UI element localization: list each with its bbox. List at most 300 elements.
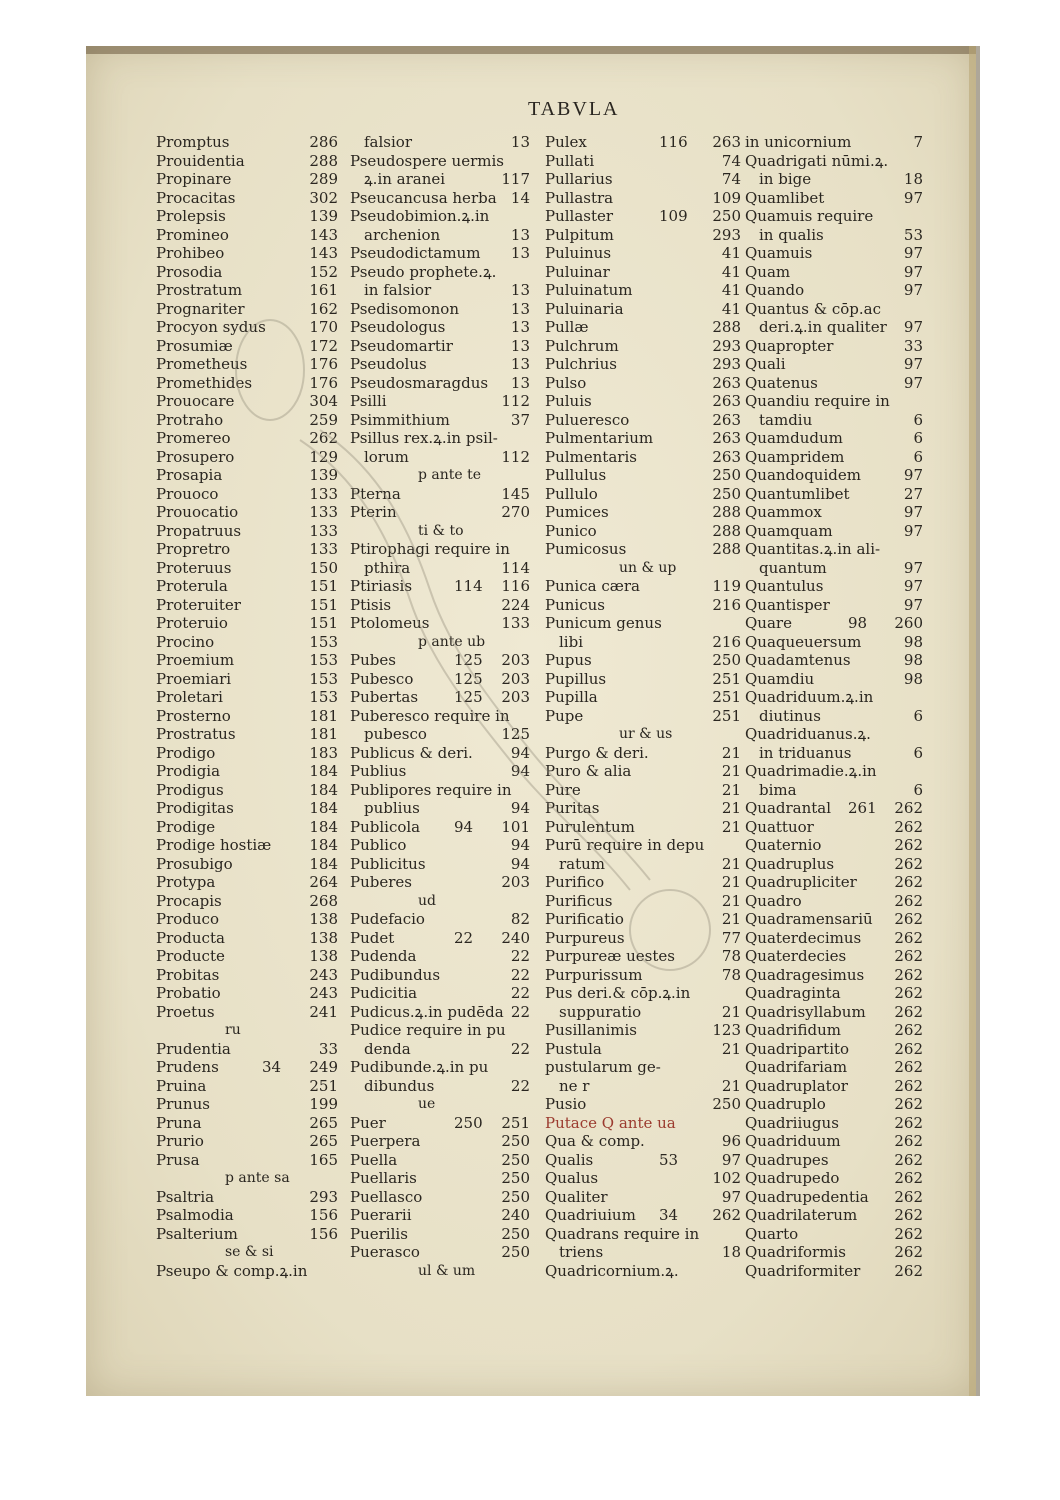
entry-text: Quadrilaterum xyxy=(745,1206,858,1224)
entry-page-number: 262 xyxy=(894,799,923,817)
index-entry xyxy=(156,966,338,985)
index-entry xyxy=(545,133,741,152)
index-entry xyxy=(156,1003,338,1022)
index-entry xyxy=(545,818,741,837)
index-entry xyxy=(156,855,338,874)
entry-text: Prostratus xyxy=(156,725,236,743)
entry-text: Quammox xyxy=(745,503,822,521)
entry-page-number: 251 xyxy=(309,1076,338,1095)
index-entry xyxy=(156,1206,338,1225)
index-entry xyxy=(350,429,530,448)
entry-text: ratum xyxy=(559,854,606,873)
entry-page-number: 262 xyxy=(309,429,338,447)
entry-text: Pudibunde.ꝝ.in pu xyxy=(350,1058,489,1076)
entry-page-number: 203 xyxy=(501,651,530,669)
entry-text: Quantumlibet xyxy=(745,484,850,503)
entry-text: Purpureæ uestes xyxy=(545,947,675,965)
entry-text: Puerarii xyxy=(350,1206,412,1224)
entry-text: ru xyxy=(225,1022,241,1038)
entry-text: Pumicosus xyxy=(545,540,627,558)
entry-page-number: 203 xyxy=(501,688,530,706)
entry-text: Punica cæra xyxy=(545,577,640,595)
entry-page-number: 21 xyxy=(721,780,741,799)
index-entry xyxy=(745,226,923,245)
entry-page-number: 262 xyxy=(894,1076,923,1095)
entry-text: Proteruus xyxy=(156,558,232,577)
entry-page-number: 97 xyxy=(903,595,923,614)
index-entry xyxy=(545,762,741,781)
index-entry xyxy=(156,577,338,596)
entry-text: Quadripartito xyxy=(745,1039,850,1058)
entry-text: Propinare xyxy=(156,170,232,188)
index-entry xyxy=(350,244,530,263)
entry-text: Qualiter xyxy=(545,1187,608,1206)
entry-page-number: 262 xyxy=(894,1206,923,1224)
entry-page-number: 33 xyxy=(903,336,923,355)
entry-page-number: 139 xyxy=(309,466,338,484)
entry-page-number: 97 xyxy=(903,244,923,262)
entry-page-number: 138 xyxy=(309,910,338,928)
entry-text: Prosubigo xyxy=(156,854,233,873)
entry-page-number: 22 xyxy=(510,984,530,1002)
index-entry xyxy=(545,374,741,393)
index-entry xyxy=(545,1151,741,1170)
entry-page-number: 184 xyxy=(309,854,338,873)
entry-page-number: 77 xyxy=(721,928,741,947)
index-entry xyxy=(156,337,338,356)
entry-page-number: 251 xyxy=(712,706,741,725)
entry-page-number: 139 xyxy=(309,207,338,225)
entry-page-number: 250 xyxy=(501,1243,530,1261)
index-entry xyxy=(350,374,530,393)
index-entry xyxy=(156,281,338,300)
entry-page-number: 97 xyxy=(721,1187,741,1206)
index-entry xyxy=(745,799,923,818)
entry-page-number: 21 xyxy=(721,1076,741,1095)
section-heading xyxy=(156,1021,338,1040)
entry-page-number: 262 xyxy=(894,1261,923,1280)
entry-page-number: 138 xyxy=(309,928,338,947)
entry-page-number: 262 xyxy=(894,984,923,1002)
entry-page-number: 41 xyxy=(721,299,741,318)
index-entry xyxy=(545,429,741,448)
section-heading xyxy=(350,892,530,911)
index-entry xyxy=(745,892,923,911)
index-entry xyxy=(156,170,338,189)
entry-page-number: 262 xyxy=(712,1206,741,1224)
entry-text: Quadricornium.ꝝ. xyxy=(545,1261,679,1280)
index-entry xyxy=(545,744,741,763)
entry-page-number: 27 xyxy=(903,484,923,503)
entry-text: Prodigo xyxy=(156,743,216,762)
entry-text: Propatruus xyxy=(156,521,242,540)
entry-text: in triduanus xyxy=(759,743,852,762)
entry-page-number: 96 xyxy=(721,1132,741,1150)
entry-text: Quadrupedentia xyxy=(745,1187,869,1206)
entry-page-number: 6 xyxy=(913,447,923,466)
index-entry xyxy=(156,411,338,430)
index-entry xyxy=(350,281,530,300)
index-entry xyxy=(745,984,923,1003)
entry-text: Punicus xyxy=(545,595,605,614)
entry-page-number: 250 xyxy=(712,651,741,669)
index-entry xyxy=(350,318,530,337)
entry-page-number: 162 xyxy=(309,299,338,318)
entry-secondary-number: 34 xyxy=(659,1206,679,1224)
entry-page-number: 216 xyxy=(712,632,741,651)
entry-page-number: 21 xyxy=(721,743,741,762)
entry-page-number: 156 xyxy=(309,1224,338,1243)
entry-page-number: 304 xyxy=(309,392,338,410)
entry-text: Protypa xyxy=(156,873,216,891)
entry-text: p ante ub xyxy=(418,633,486,650)
entry-text: suppuratio xyxy=(559,1002,642,1021)
entry-page-number: 143 xyxy=(309,225,338,244)
index-entry xyxy=(745,429,923,448)
entry-text: Proterula xyxy=(156,577,228,595)
entry-text: dibundus xyxy=(364,1076,435,1095)
entry-text: Publico xyxy=(350,836,407,854)
index-entry xyxy=(156,1225,338,1244)
entry-page-number: 37 xyxy=(510,410,530,429)
entry-page-number: 97 xyxy=(903,355,923,373)
entry-text: Quadrupes xyxy=(745,1150,829,1169)
entry-text: Pseudodictamum xyxy=(350,244,481,262)
index-entry xyxy=(350,596,530,615)
entry-text: Prodige xyxy=(156,817,216,836)
index-entry xyxy=(545,836,741,855)
entry-text: Putace Q ante ua xyxy=(545,1113,676,1132)
entry-page-number: 97 xyxy=(903,318,923,336)
entry-page-number: 119 xyxy=(712,577,741,595)
index-entry xyxy=(350,947,530,966)
index-entry xyxy=(545,577,741,596)
entry-text: Purifico xyxy=(545,873,605,891)
entry-text: un & up xyxy=(619,559,677,576)
index-entry xyxy=(545,300,741,319)
index-entry xyxy=(745,1040,923,1059)
entry-page-number: 293 xyxy=(712,225,741,244)
entry-text: Quaterdecies xyxy=(745,947,847,965)
entry-text: Qualus xyxy=(545,1169,599,1187)
entry-text: Quadrans require in xyxy=(545,1224,700,1243)
entry-page-number: 94 xyxy=(510,743,530,762)
entry-text: Pullulus xyxy=(545,466,607,484)
index-entry xyxy=(156,559,338,578)
entry-text: Purpureus xyxy=(545,928,625,947)
index-entry xyxy=(350,1206,530,1225)
entry-page-number: 250 xyxy=(712,484,741,503)
entry-page-number: 98 xyxy=(903,669,923,688)
entry-page-number: 78 xyxy=(721,965,741,984)
index-entry xyxy=(545,947,741,966)
index-entry xyxy=(745,966,923,985)
entry-text: Psalterium xyxy=(156,1224,238,1243)
entry-text: se & si xyxy=(225,1244,274,1260)
entry-text: Probitas xyxy=(156,965,220,984)
entry-text: Prosapia xyxy=(156,466,223,484)
entry-text: archenion xyxy=(364,225,441,244)
entry-text: Quare xyxy=(745,614,792,632)
entry-text: Quarto xyxy=(745,1224,799,1243)
entry-text: Pudefacio xyxy=(350,910,425,928)
index-entry xyxy=(545,910,741,929)
section-heading xyxy=(545,725,741,744)
entry-text: Prodigus xyxy=(156,780,224,799)
index-entry xyxy=(545,984,741,1003)
index-entry xyxy=(350,651,530,670)
entry-page-number: 161 xyxy=(309,281,338,299)
entry-text: Quadraginta xyxy=(745,984,841,1002)
entry-page-number: 22 xyxy=(510,947,530,965)
entry-page-number: 165 xyxy=(309,1150,338,1169)
index-entry xyxy=(156,207,338,226)
entry-text: Quadrifidum xyxy=(745,1021,841,1039)
entry-page-number: 41 xyxy=(721,281,741,299)
entry-text: Prusa xyxy=(156,1150,200,1169)
entry-text: Punico xyxy=(545,521,597,540)
entry-text: Quadriformis xyxy=(745,1243,846,1261)
entry-text: bima xyxy=(759,780,797,799)
entry-page-number: 203 xyxy=(501,873,530,891)
entry-text: Purū require in depu xyxy=(545,836,705,854)
entry-text: Prudens xyxy=(156,1058,219,1076)
index-entry xyxy=(745,540,923,559)
entry-page-number: 262 xyxy=(894,891,923,910)
entry-page-number: 97 xyxy=(903,466,923,484)
entry-page-number: 262 xyxy=(894,1224,923,1243)
entry-page-number: 251 xyxy=(712,669,741,688)
index-entry xyxy=(745,947,923,966)
index-entry xyxy=(156,707,338,726)
index-entry xyxy=(350,189,530,208)
entry-text: Procino xyxy=(156,632,215,651)
index-entry xyxy=(156,392,338,411)
entry-text: Quadragesimus xyxy=(745,965,865,984)
index-entry xyxy=(745,318,923,337)
index-entry xyxy=(350,133,530,152)
entry-page-number: 224 xyxy=(501,595,530,614)
entry-page-number: 13 xyxy=(510,281,530,299)
entry-page-number: 181 xyxy=(309,725,338,743)
entry-page-number: 262 xyxy=(894,928,923,947)
index-entry xyxy=(545,929,741,948)
entry-text: Publius xyxy=(350,762,407,780)
index-entry xyxy=(350,300,530,319)
entry-page-number: 33 xyxy=(318,1039,338,1058)
entry-text: Pulmentarium xyxy=(545,429,654,447)
entry-text: Quattuor xyxy=(745,817,814,836)
entry-page-number: 114 xyxy=(501,558,530,577)
entry-page-number: 97 xyxy=(903,373,923,392)
index-entry xyxy=(156,633,338,652)
entry-text: Ptolomeus xyxy=(350,614,430,632)
entry-text: Quadrifariam xyxy=(745,1058,848,1076)
entry-secondary-number: 125 xyxy=(454,669,483,688)
entry-text: Quaterdecimus xyxy=(745,928,862,947)
entry-text: Pulso xyxy=(545,373,587,392)
entry-text: ul & um xyxy=(418,1262,476,1279)
index-entry xyxy=(350,762,530,781)
entry-text: Quapropter xyxy=(745,336,834,355)
entry-page-number: 13 xyxy=(510,355,530,373)
index-entry xyxy=(745,910,923,929)
section-heading xyxy=(350,633,530,652)
entry-text: ue xyxy=(418,1096,436,1112)
entry-page-number: 94 xyxy=(510,836,530,854)
index-entry xyxy=(745,836,923,855)
entry-page-number: 288 xyxy=(712,521,741,540)
entry-text: Prodigia xyxy=(156,762,221,780)
entry-page-number: 262 xyxy=(894,817,923,836)
index-entry xyxy=(156,244,338,263)
entry-text: Prosumiæ xyxy=(156,336,233,355)
index-entry xyxy=(745,337,923,356)
index-entry xyxy=(350,670,530,689)
entry-text: Publipores require in xyxy=(350,780,512,799)
entry-text: Quamuis require xyxy=(745,207,874,225)
entry-text: Prouocatio xyxy=(156,503,239,521)
index-entry xyxy=(350,1169,530,1188)
index-entry xyxy=(350,688,530,707)
entry-secondary-number: 22 xyxy=(454,928,474,947)
entry-text: Puerpera xyxy=(350,1132,421,1150)
entry-page-number: 262 xyxy=(894,965,923,984)
index-entry xyxy=(156,614,338,633)
index-entry xyxy=(156,781,338,800)
entry-text: falsior xyxy=(364,133,412,151)
index-entry xyxy=(350,485,530,504)
entry-text: Pusillanimis xyxy=(545,1021,637,1039)
entry-text: Proletari xyxy=(156,688,223,706)
index-entry xyxy=(745,1021,923,1040)
entry-page-number: 243 xyxy=(309,965,338,984)
entry-page-number: 250 xyxy=(501,1169,530,1187)
page-top-edge xyxy=(86,46,976,54)
index-entry xyxy=(745,207,923,226)
index-entry xyxy=(350,411,530,430)
entry-page-number: 288 xyxy=(712,540,741,558)
index-entry xyxy=(350,910,530,929)
entry-text: Puluinaria xyxy=(545,299,624,318)
index-entry xyxy=(545,152,741,171)
index-entry xyxy=(350,836,530,855)
index-entry xyxy=(350,448,530,467)
entry-page-number: 21 xyxy=(721,1039,741,1058)
index-entry xyxy=(350,799,530,818)
entry-page-number: 270 xyxy=(501,503,530,521)
entry-page-number: 288 xyxy=(712,503,741,521)
index-entry xyxy=(350,614,530,633)
index-entry xyxy=(156,947,338,966)
entry-page-number: 152 xyxy=(309,262,338,281)
entry-secondary-number: 98 xyxy=(848,614,868,632)
entry-page-number: 262 xyxy=(894,1095,923,1113)
entry-text: Pseudobimion.ꝝ.in xyxy=(350,207,490,225)
index-entry xyxy=(745,818,923,837)
entry-text: Pterna xyxy=(350,484,401,503)
entry-text: Pudet xyxy=(350,928,395,947)
entry-text: Quamdudum xyxy=(745,429,843,447)
entry-page-number: 74 xyxy=(721,170,741,188)
entry-page-number: 250 xyxy=(712,1095,741,1113)
index-entry xyxy=(156,1077,338,1096)
entry-text: Pupilla xyxy=(545,688,598,706)
entry-page-number: 97 xyxy=(903,577,923,595)
index-entry xyxy=(745,762,923,781)
entry-text: Quali xyxy=(745,355,786,373)
entry-page-number: 125 xyxy=(501,725,530,743)
entry-text: Pubesco xyxy=(350,669,414,688)
entry-text: Procyon sydus xyxy=(156,318,266,336)
index-entry xyxy=(545,1262,741,1281)
entry-page-number: 21 xyxy=(721,817,741,836)
entry-text: Purpurissum xyxy=(545,965,643,984)
index-entry xyxy=(350,577,530,596)
entry-text: in falsior xyxy=(364,281,432,299)
entry-page-number: 176 xyxy=(309,373,338,392)
entry-page-number: 262 xyxy=(894,1150,923,1169)
index-entry xyxy=(745,781,923,800)
entry-text: Quantitas.ꝝ.in ali- xyxy=(745,540,881,558)
entry-page-number: 18 xyxy=(721,1243,741,1261)
entry-page-number: 6 xyxy=(913,410,923,429)
index-entry xyxy=(545,1040,741,1059)
entry-text: Procapis xyxy=(156,891,222,910)
entry-text: Quadriformiter xyxy=(745,1261,861,1280)
index-entry xyxy=(745,300,923,319)
section-heading xyxy=(545,559,741,578)
index-entry xyxy=(350,1188,530,1207)
index-entry xyxy=(545,873,741,892)
entry-text: Quadrimadie.ꝝ.in xyxy=(745,762,877,780)
entry-text: Quadruplo xyxy=(745,1095,826,1113)
entry-text: Pubertas xyxy=(350,688,419,706)
index-entry xyxy=(545,1243,741,1262)
entry-page-number: 22 xyxy=(510,1002,530,1021)
entry-text: Quadro xyxy=(745,891,802,910)
entry-page-number: 13 xyxy=(510,244,530,262)
index-entry xyxy=(745,1206,923,1225)
entry-text: Puluis xyxy=(545,392,592,410)
entry-text: Prosterno xyxy=(156,706,231,725)
entry-text: Puer xyxy=(350,1113,386,1132)
entry-text: Ptirophagi require in xyxy=(350,540,510,558)
entry-page-number: 262 xyxy=(894,1169,923,1187)
entry-text: Quadruplator xyxy=(745,1076,848,1095)
index-entry xyxy=(545,614,741,633)
entry-text: Qualis xyxy=(545,1150,594,1169)
entry-page-number: 6 xyxy=(913,429,923,447)
entry-page-number: 262 xyxy=(894,1021,923,1039)
index-entry xyxy=(545,411,741,430)
entry-text: Pupillus xyxy=(545,669,607,688)
entry-page-number: 259 xyxy=(309,410,338,429)
index-entry xyxy=(745,1095,923,1114)
entry-text: Prudentia xyxy=(156,1039,231,1058)
entry-page-number: 263 xyxy=(712,410,741,429)
entry-page-number: 21 xyxy=(721,799,741,817)
entry-page-number: 243 xyxy=(309,984,338,1002)
index-entry xyxy=(745,355,923,374)
index-column xyxy=(156,133,338,1280)
entry-page-number: 251 xyxy=(501,1113,530,1132)
index-entry xyxy=(350,1225,530,1244)
entry-text: Pure xyxy=(545,780,581,799)
entry-page-number: 262 xyxy=(894,1132,923,1150)
entry-text: Ptiriasis xyxy=(350,577,413,595)
index-entry xyxy=(545,1132,741,1151)
